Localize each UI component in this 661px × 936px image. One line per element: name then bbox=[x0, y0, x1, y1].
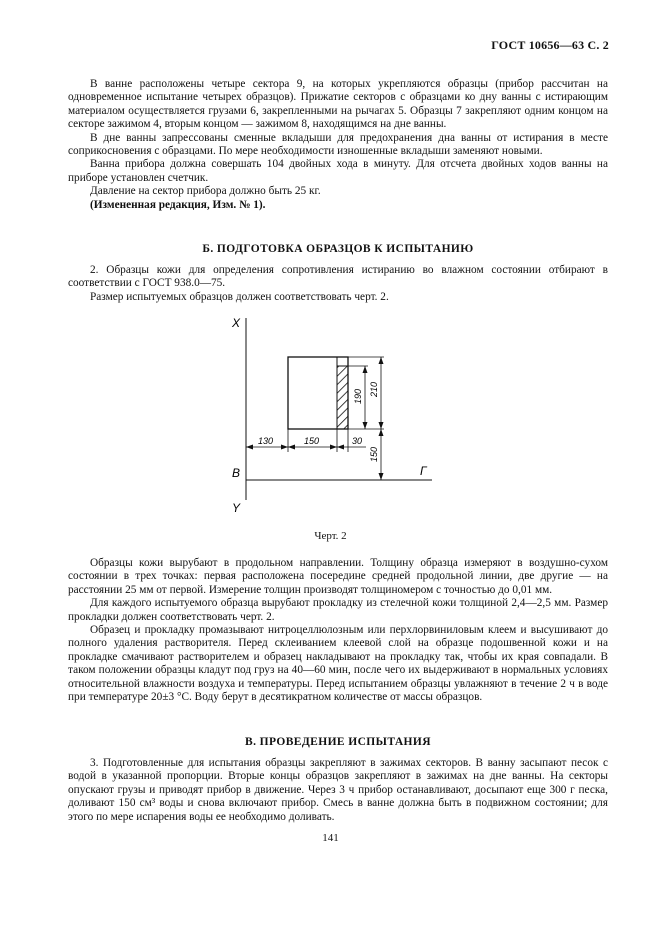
label-v: В bbox=[232, 466, 241, 480]
page-header: ГОСТ 10656—63 С. 2 bbox=[491, 38, 609, 52]
section-v-body bbox=[68, 757, 608, 824]
section-b-heading: Б. ПОДГОТОВКА ОБРАЗЦОВ К ИСПЫТАНИЮ bbox=[202, 243, 474, 255]
label-x: X bbox=[232, 316, 241, 330]
paragraph: Давление на сектор прибора должно быть 25 кг. bbox=[90, 185, 321, 198]
label-g: Г bbox=[420, 464, 427, 478]
label-y: Y bbox=[232, 501, 241, 515]
paragraph: Образцы кожи вырубают в продольном направлении. Толщину образца измеряют в воздушно-сухом состоянии в трех точках: первая расположена посередине средней продольной линии, две другие — на расстоянии 25 мм от первой. Измерение толщин производят толщиномером с точностью до 0,01 мм. bbox=[68, 557, 608, 596]
paragraph: В ванне расположены четыре сектора 9, на которых укрепляются образцы (прибор рассчитан на одновременное испытание четырех образцов). Прижатие секторов с образцами ко дну ванны с истирающим материалом осуществляется грузами 6, закрепленными на рычагах 5. Образцы 7 закрепляют одним концом на секторе зажимом 4, вторым концом — зажимом 8, находящимся на дне ванны. bbox=[68, 78, 608, 131]
label-190: 190 bbox=[353, 388, 363, 404]
paragraph: Размер испытуемых образцов должен соответствовать черт. 2. bbox=[90, 290, 389, 303]
gasket-hatched-strip bbox=[337, 366, 348, 429]
paragraph: Ванна прибора должна совершать 104 двойных хода в минуту. Для отсчета двойных ходов ванны на приборе установлен счетчик. bbox=[68, 158, 608, 184]
label-210: 210 bbox=[369, 381, 379, 397]
page-number: 141 bbox=[322, 832, 339, 844]
paragraph: Образец и прокладку промазывают нитроцеллюлозным или перхлорвиниловым клеем и высушивают до полного удаления растворителя. Перед склеиванием клеевой слой на образце подошвенной кожи и на прокладке смачивают растворителем и образец накладывают на прокладку так, чтобы их края совпадали. В таком положении образцы кладут под груз на 40—60 мин, после чего их выдерживают в нормальных условиях относительной влажности воздуха и температуры. Перед испытанием образцы увлажняют в течение 2 ч в воде при температуре 20±3 °С. Воду берут в десятикратном количестве от массы образцов. bbox=[68, 624, 608, 704]
paragraph: Для каждого испытуемого образца вырубают прокладку из стелечной кожи толщиной 2,4—2,5 мм. Размер прокладки должен соответствовать черт. 2. bbox=[68, 597, 608, 623]
paragraph: 2. Образцы кожи для определения сопротивления истиранию во влажном состоянии отбирают в соответствии с ГОСТ 938.0—75. bbox=[68, 264, 608, 290]
amendment-note: (Измененная редакция, Изм. № 1). bbox=[90, 198, 266, 211]
section-b-body bbox=[68, 557, 608, 704]
label-150-vertical: 150 bbox=[369, 446, 379, 462]
section-v-heading: В. ПРОВЕДЕНИЕ ИСПЫТАНИЯ bbox=[245, 736, 431, 748]
figure-caption: Черт. 2 bbox=[314, 530, 347, 542]
paragraph: 3. Подготовленные для испытания образцы закрепляют в зажимах секторов. В ванну засыпают песок с водой в указанной пропорции. Вторые концы образцов закрепляют в зажимах на дне ванны. На секторы опускают грузы и приводят прибор в движение. Через 3 ч прибор останавливают, досыпают еще 300 г песка, доливают 150 см³ воды и снова включают прибор. Смесь в ванне должна быть в подвижном состоянии; для этого по мере испарения воды ее необходимо доливать. bbox=[68, 757, 608, 823]
label-30: 30 bbox=[352, 436, 363, 446]
label-150: 150 bbox=[304, 436, 320, 446]
label-130: 130 bbox=[258, 436, 274, 446]
paragraph: В дне ванны запрессованы сменные вкладыши для предохранения дна ванны от истирания в месте соприкосновения с образцами. По мере необходимости изношенные вкладыши заменяют новыми. bbox=[68, 131, 608, 158]
